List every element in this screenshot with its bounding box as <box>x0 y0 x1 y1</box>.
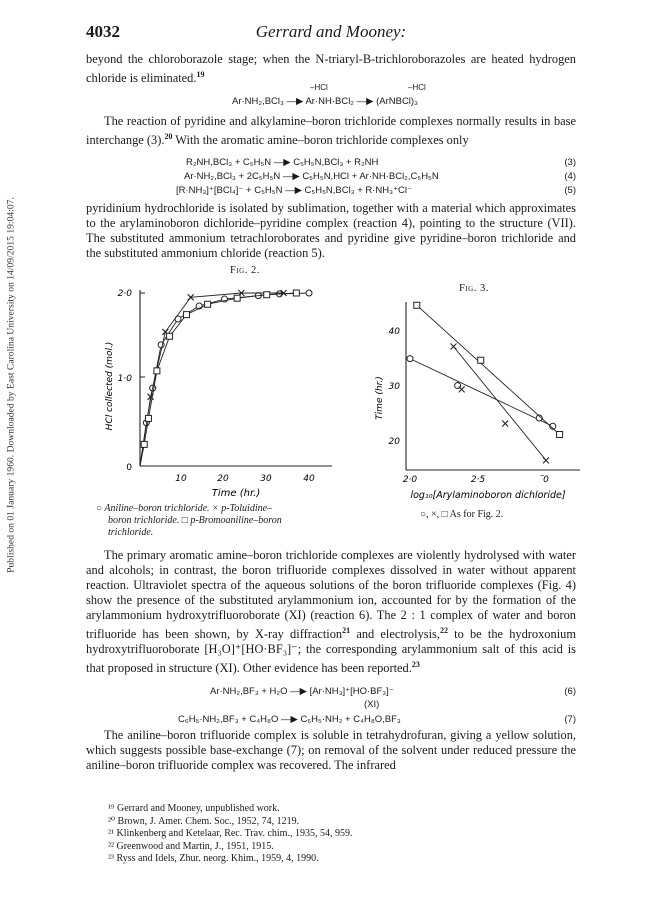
square-marker <box>414 302 420 308</box>
y-tick-label: 0 <box>126 463 132 473</box>
square-marker <box>478 357 484 363</box>
equation-3: R₂NH,BCl₃ + C₅H₅N —▶ C₅H₅N,BCl₃ + R₂NH <box>186 157 379 168</box>
x-tick-label: 40 <box>303 474 315 484</box>
ref-marker: 21 <box>342 626 351 635</box>
caption-line: trichloride. <box>108 527 154 538</box>
running-head: Gerrard and Mooney: <box>255 22 407 41</box>
minus-hcl-label: –HCl <box>310 83 328 92</box>
reference-item: ²⁰ Brown, J. Amer. Chem. Soc., 1952, 74, 1219. <box>108 815 300 827</box>
x-tick-label: 10 <box>175 474 187 484</box>
equation-number: (6) <box>564 686 576 697</box>
reference-item: ²³ Ryss and Idels, Zhur. neorg. Khim., 1959, 4, 1990. <box>108 853 319 864</box>
structure-label: (XI) <box>364 699 380 710</box>
series-line <box>410 359 553 427</box>
download-note-text: Published on 01 January 1960. Downloaded by East Carolina University on 14/09/2015 19:04:07. <box>5 197 17 573</box>
equation-number: (4) <box>564 171 576 182</box>
square-marker <box>167 333 173 339</box>
square-marker <box>293 290 299 296</box>
series-line <box>454 347 547 461</box>
square-marker <box>557 432 563 438</box>
paragraph-3: pyridinium hydrochloride is isolated by sublimation, together with a material which approximates to the arylaminoboron dichloride–pyridine complex (reaction 4), pointing to the structure (VII). The substituted ammonium tetrachloroborates and pyridine give pyridine–boron trichloride and the substituted ammonium chloride (reaction 5). <box>86 201 576 260</box>
reference-item: ²² Greenwood and Martin, J., 1951, 1915. <box>108 840 274 852</box>
paragraph-2: The reaction of pyridine and alkylamine–boron trichloride complexes normally results in base interchange (3).$^{20}$ With the aromatic amine–boron trichloride complexes only <box>86 114 576 148</box>
x-tick-label: 2·0 <box>402 475 418 485</box>
series-line <box>417 305 560 434</box>
figure-3-title: Fig. 3. <box>459 283 489 294</box>
page-number: 4032 <box>86 22 120 41</box>
ref-marker: 23 <box>411 660 420 670</box>
figure-2-caption <box>96 503 356 539</box>
footnote-references <box>108 803 548 866</box>
y-tick-label: 2·0 <box>117 289 132 299</box>
x-tick-label: 30 <box>260 474 272 484</box>
equation-4: Ar·NH₂,BCl₃ + 2C₅H₅N —▶ C₅H₅N,HCl + Ar·NH·BCl₂,C₅H₅N <box>184 171 439 182</box>
square-marker <box>154 368 160 374</box>
ref-marker: 19 <box>196 70 205 79</box>
cross-marker <box>502 421 508 427</box>
equation-6: Ar·NH₂,BF₃ + H₂O —▶ [Ar·NH₃]⁺[HO·BF₃]⁻ <box>210 686 394 697</box>
y-tick-label: 20 <box>388 437 400 447</box>
reference-item: ²¹ Klinkenberg and Ketelaar, Rec. Trav. chim., 1935, 54, 959. <box>108 828 353 839</box>
caption-line: ○ Aniline–boron trichloride. × p-Toluidine– <box>96 503 273 514</box>
series-line <box>140 293 284 466</box>
caption-line: boron trichloride. □ p-Bromoaniline–boron <box>108 515 282 526</box>
x-axis-label: Time (hr.) <box>211 488 261 499</box>
fig2-axes <box>140 290 332 466</box>
square-marker <box>234 295 240 301</box>
x-tick-label: 2·5 <box>470 475 486 485</box>
page-header <box>86 22 576 44</box>
equation-5: [R·NH₃]⁺[BCl₄]⁻ + C₅H₅N —▶ C₅H₅N,BCl₃ + R·NH₃⁺Cl⁻ <box>176 185 413 196</box>
y-tick-label: 40 <box>388 327 400 337</box>
paragraph-1: beyond the chloroborazole stage; when the N-triaryl-B-trichloroborazoles are heated hydrogen chloride is eliminated.$^{19}$ <box>86 52 576 86</box>
minus-hcl-label: –HCl <box>408 83 426 92</box>
y-tick-label: 1·0 <box>117 374 132 384</box>
reference-item: ¹⁹ Gerrard and Mooney, unpublished work. <box>108 803 280 814</box>
cross-marker <box>451 344 457 350</box>
circle-marker <box>407 356 413 362</box>
y-axis-label: Time (hr.) <box>375 376 385 420</box>
ref-marker: 22 <box>439 626 448 635</box>
fig3-series <box>407 302 563 463</box>
equation-7: C₆H₅·NH₂,BF₃ + C₄H₈O —▶ C₆H₅·NH₂ + C₄H₈O,BF₃ <box>178 714 401 725</box>
square-marker <box>145 415 151 421</box>
y-tick-label: 30 <box>388 382 400 392</box>
ref-marker: 20 <box>164 132 173 141</box>
circle-marker <box>306 290 312 296</box>
paragraph-5: The aniline–boron trifluoride complex is soluble in tetrahydrofuran, giving a yellow solution, which suggests possible base-exchange (7); on removal of the solvent under reduced pressure the aniline–boron trifluoride complex was recovered. The infrared <box>86 728 576 772</box>
figure-2-title: Fig. 2. <box>230 265 260 276</box>
equation-number: (5) <box>564 185 576 196</box>
y-axis-label: HCl collected (mol.) <box>105 341 115 431</box>
x-tick-label: 20 <box>217 474 229 484</box>
figure-3-chart <box>370 296 590 526</box>
square-marker <box>264 292 270 298</box>
scheme-equation: Ar·NH₂,BCl₃ —▶ Ar·NH·BCl₂ —▶ (ArNBCl)₃ <box>232 96 418 107</box>
figure-2-chart <box>86 280 356 500</box>
download-watermark <box>0 130 22 640</box>
cross-marker <box>459 386 465 392</box>
paragraph-4: The primary aromatic amine–boron trichloride complexes are violently hydrolysed with water and alcohols; in contrast, the boron trifluoride complexes dissolved in water without apparent reaction. Ultraviolet spectra of the aqueous solutions of the boron trifluoride complexes (Fig. 4) show the presence of the substituted arylammonium ion, accounted for by the formation of the arylammonium hydroxytrifluoroborate (XI) (reaction 6). The 2 : 1 complex of water and boron trifluoride has been shown, by X-ray diffraction$^{21}$ and electrolysis,$^{22}$ to be the hydroxonium hydroxytrifluoroborate [H₃O]⁺[HO·BF₃]⁻; the corresponding arylammonium salt of this acid is that proposed in structure (XI). Other evidence has been reported.$^{23}$ <box>86 548 576 676</box>
fig2-series <box>140 290 312 466</box>
equation-number: (3) <box>564 157 576 168</box>
series-line <box>140 293 309 466</box>
square-marker <box>205 301 211 307</box>
square-marker <box>141 441 147 447</box>
figure-3-caption: ○, ×, □ As for Fig. 2. <box>420 509 504 520</box>
x-tick-label: ̃0 <box>543 475 549 485</box>
x-axis-label: log₁₀[Arylaminoboron dichloride] <box>410 490 566 501</box>
equation-number: (7) <box>564 714 576 725</box>
cross-marker <box>543 457 549 463</box>
square-marker <box>183 312 189 318</box>
series-line <box>140 293 296 466</box>
